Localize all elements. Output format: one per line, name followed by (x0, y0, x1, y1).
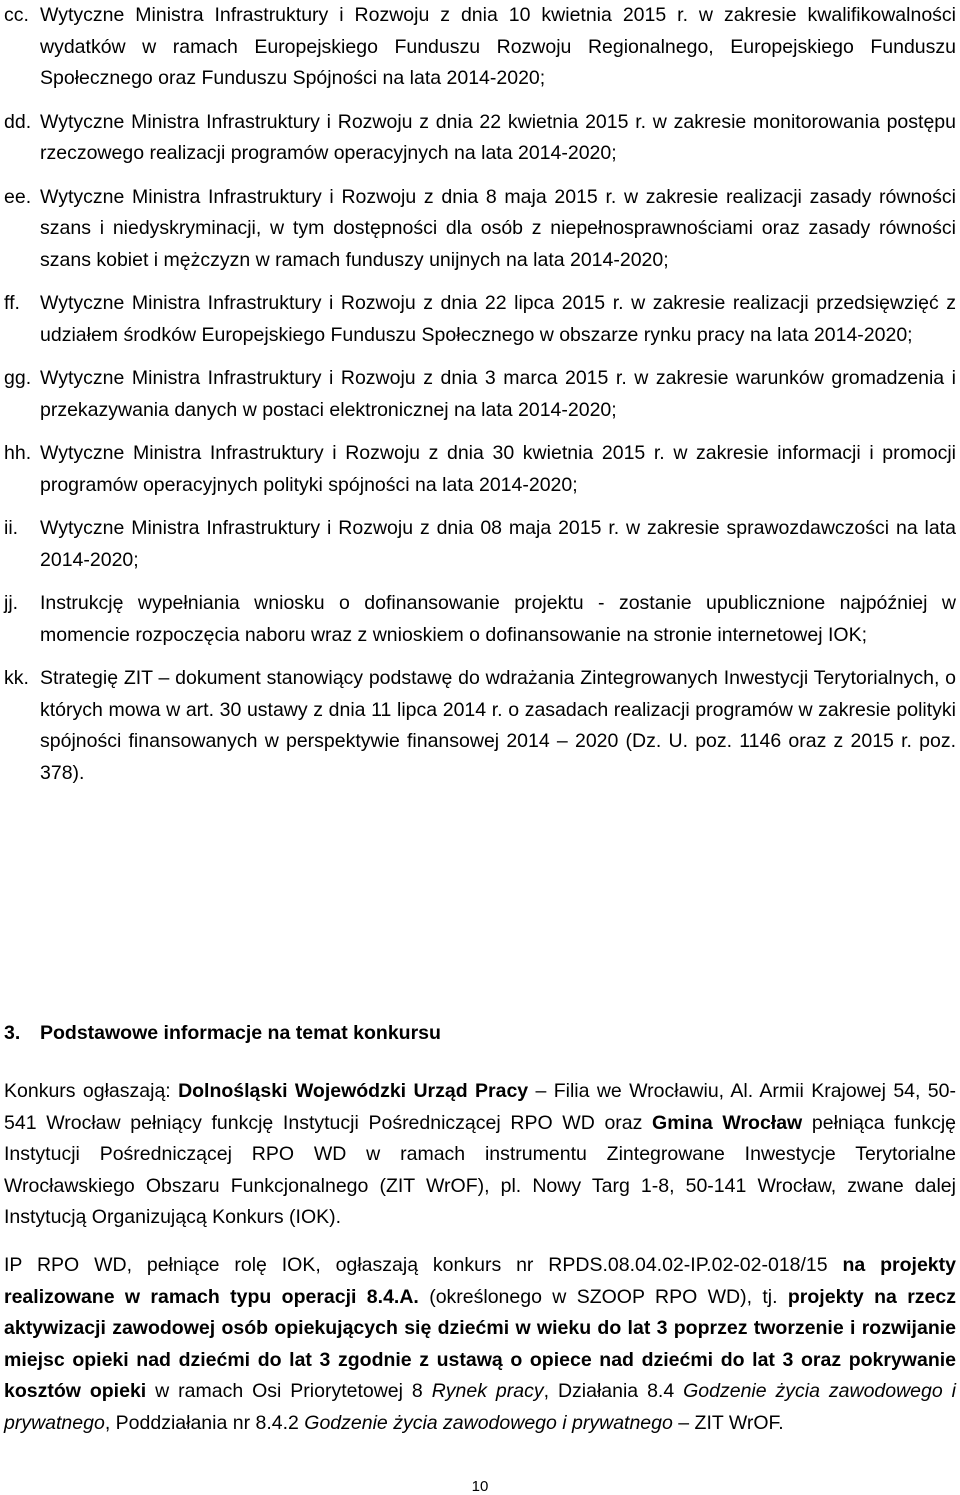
list-item (4, 663, 956, 789)
section-heading (4, 1022, 441, 1045)
text-run: w ramach Osi Priorytetowej 8 (146, 1380, 432, 1402)
list-item-text: Instrukcję wypełniania wniosku o dofinansowanie projektu - zostanie upublicznione najpóźniej w momencie rozpoczęcia naboru wraz z wnioskiem o dofinansowanie na stronie internetowej IOK; (40, 592, 956, 646)
italic-run: Rynek pracy (431, 1380, 544, 1402)
list-item-text: Wytyczne Ministra Infrastruktury i Rozwoju z dnia 8 maja 2015 r. w zakresie realizacji zasady równości szans i niedyskryminacji, w tym dostępności dla osób z niepełnosprawnościami oraz zasady równości szans kobiet i mężczyzn w ramach funduszy unijnych na lata 2014-2020; (40, 185, 956, 271)
list-item (4, 588, 956, 651)
list-marker: jj. (4, 592, 19, 614)
list-marker: ff. (4, 292, 20, 314)
italic-run: Godzenie życia zawodowego i prywatnego (4, 1380, 956, 1434)
list-marker: ii. (4, 517, 19, 539)
contest-paragraph (4, 1250, 956, 1439)
text-run: – Filia we Wrocławiu, Al. Armii Krajowej 54, 50-541 Wrocław pełniący funkcję Instytucji Pośredniczącej RPO WD oraz (4, 1080, 956, 1134)
list-item (4, 107, 956, 170)
list-item-text: Wytyczne Ministra Infrastruktury i Rozwoju z dnia 22 kwietnia 2015 r. w zakresie monitorowania postępu rzeczowego realizacji programów operacyjnych na lata 2014-2020; (40, 110, 956, 164)
text-run: Konkurs ogłaszają: (4, 1080, 179, 1102)
list-item (4, 363, 956, 426)
bold-run: Gmina Wrocław (652, 1111, 803, 1134)
list-item (4, 513, 956, 576)
list-item (4, 182, 956, 277)
list-marker: gg. (4, 367, 32, 389)
text-run: pełniąca funkcję Instytucji Pośredniczącej RPO WD w ramach instrumentu Zintegrowane Inwestycje Terytorialne Wrocławskiego Obszaru Funkcjonalnego (ZIT WrOF), pl. Nowy Targ 1-8, 50-141 Wrocław, zwane dalej Instytucją Organizującą Konkurs (IOK). (4, 1111, 956, 1228)
italic-run: Godzenie życia zawodowego i prywatnego (304, 1411, 673, 1434)
list-item-text: Wytyczne Ministra Infrastruktury i Rozwoju z dnia 10 kwietnia 2015 r. w zakresie kwalifikowalności wydatków w ramach Europejskiego Funduszu Rozwoju Regionalnego, Europejskiego Funduszu Społecznego oraz Funduszu Spójności na lata 2014-2020; (40, 4, 956, 89)
list-item (4, 0, 956, 95)
text-run: , Działania 8.4 (543, 1380, 684, 1402)
list-marker: kk. (4, 667, 29, 689)
bold-run: Dolnośląski Wojewódzki Urząd Pracy (178, 1080, 529, 1102)
list-item (4, 438, 956, 501)
bold-run: projekty na rzecz aktywizacji zawodowej osób opiekujących się dziećmi w wieku do lat 3 poprzez tworzenie i rozwijanie miejsc opieki nad dziećmi do lat 3 zgodnie z ustawą o opiece nad dziećmi do lat 3 oraz pokrywanie kosztów opieki (4, 1285, 956, 1402)
list-marker: dd. (4, 110, 32, 133)
list-item-text: Wytyczne Ministra Infrastruktury i Rozwoju z dnia 22 lipca 2015 r. w zakresie realizacji przedsięwzięć z udziałem środków Europejskiego Funduszu Społecznego w obszarze rynku pracy na lata 2014-2020; (40, 292, 956, 346)
section-number: 3. (4, 1022, 21, 1044)
list-marker: ee. (4, 185, 32, 208)
list-marker: hh. (4, 442, 32, 464)
guidelines-list (4, 0, 956, 801)
section-title: Podstawowe informacje na temat konkursu (40, 1022, 441, 1044)
list-marker: cc. (4, 4, 29, 26)
list-item-text: Wytyczne Ministra Infrastruktury i Rozwoju z dnia 08 maja 2015 r. w zakresie sprawozdawczości na lata 2014-2020; (40, 517, 956, 571)
page-number: 10 (471, 1478, 489, 1495)
list-item-text: Strategię ZIT – dokument stanowiący podstawę do wdrażania Zintegrowanych Inwestycji Terytorialnych, o których mowa w art. 30 ustawy z dnia 11 lipca 2014 r. o zasadach realizacji programów w zakresie polityki spójności finansowanych w perspektywie finansowej 2014 – 2020 (Dz. U. poz. 1146 oraz z 2015 r. poz. 378). (40, 667, 956, 784)
organizer-paragraph (4, 1076, 956, 1234)
bold-run: na projekty realizowane w ramach typu operacji 8.4.A. (4, 1254, 956, 1308)
list-item-text: Wytyczne Ministra Infrastruktury i Rozwoju z dnia 30 kwietnia 2015 r. w zakresie informacji i promocji programów operacyjnych polityki spójności na lata 2014-2020; (40, 442, 956, 496)
text-run: , Poddziałania nr 8.4.2 (104, 1411, 305, 1434)
text-run: IP RPO WD, pełniące rolę IOK, ogłaszają konkurs nr RPDS.08.04.02-IP.02-02-018/15 (4, 1254, 843, 1276)
list-item-text: Wytyczne Ministra Infrastruktury i Rozwoju z dnia 3 marca 2015 r. w zakresie warunków gromadzenia i przekazywania danych w postaci elektronicznej na lata 2014-2020; (40, 367, 956, 421)
text-run: (określonego w SZOOP RPO WD), tj. (418, 1285, 788, 1308)
list-item (4, 288, 956, 351)
text-run: – ZIT WrOF. (672, 1411, 784, 1434)
